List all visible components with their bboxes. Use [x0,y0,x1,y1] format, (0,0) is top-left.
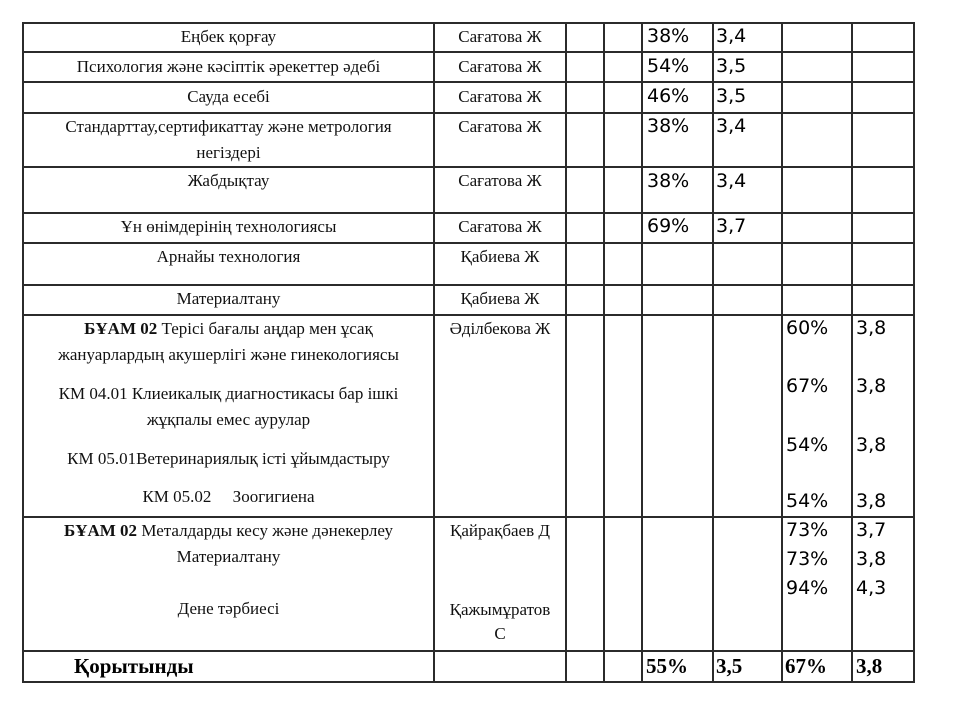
teacher-cell: Қабиева Ж [460,247,540,266]
teacher-cell: Сағатова Ж [458,171,542,190]
percent-cell: 60% [786,317,829,339]
grade-cell: 3,8 [856,317,887,339]
percent-cell: 73% [786,548,829,570]
grade-cell: 4,3 [856,577,887,599]
total-grade-2: 3,8 [856,654,883,678]
percent-cell: 54% [647,55,690,77]
percent-cell: 69% [647,215,690,237]
module-item: КМ 05.01Ветеринариялық істі ұйымдастыру [67,449,390,468]
table-rule [913,22,915,683]
module-item: КМ 04.01 Клиеикалық диагностикасы бар ішкі [58,384,399,403]
grade-cell: 3,4 [716,170,747,192]
percent-cell: 46% [647,85,690,107]
total-grade-1: 3,5 [716,654,743,678]
subject-cell: Ұн өнімдерінің технологиясы [120,217,337,236]
grade-cell: 3,8 [856,375,887,397]
percent-cell: 73% [786,519,829,541]
subject-cell-line2: негіздері [196,143,261,162]
total-label: Қорытынды [74,654,194,678]
grade-cell: 3,8 [856,490,887,512]
teacher-cell: Сағатова Ж [458,217,542,236]
subject-cell: Стандарттау,сертификаттау және метрология [65,117,392,136]
module-subject: Материалтану [176,547,281,566]
percent-cell: 38% [647,170,690,192]
module-title-text: Терісі бағалы аңдар мен ұсақ [161,319,373,338]
percent-cell: 38% [647,115,690,137]
module-title [24,316,433,342]
module-title [24,518,433,544]
subject-cell: Психология және кәсіптік әрекеттер әдебі [76,57,381,76]
percent-cell: 67% [786,375,829,397]
table-rule [641,22,643,683]
grade-cell: 3,5 [716,55,747,77]
teacher-cell: Сағатова Ж [458,27,542,46]
teacher-cell: Қабиева Ж [460,289,540,308]
subject-cell: Материалтану [176,289,281,308]
percent-cell: 54% [786,490,829,512]
grade-cell: 3,8 [856,434,887,456]
grade-cell: 3,7 [716,215,747,237]
total-percent-2: 67% [785,654,827,678]
grade-cell: 3,8 [856,548,887,570]
grade-cell: 3,4 [716,25,747,47]
table-rule [565,22,567,683]
subject-cell: Жабдықтау [187,171,270,190]
subject-cell: Сауда есебі [187,87,270,106]
teacher-cell-line2: С [494,624,506,643]
module-code: БҰАМ 02 [84,319,158,338]
grade-cell: 3,4 [716,115,747,137]
teacher-cell: Қажымұратов [449,600,551,619]
table-rule [603,22,605,683]
module-title-line2: жануарлардың акушерлігі және гинекологиясы [58,345,399,364]
teacher-cell: Сағатова Ж [458,57,542,76]
subject-cell: Еңбек қорғау [180,27,277,46]
table-rule [851,22,853,683]
table-rule [781,22,783,683]
module-item-line2: жұқпалы емес аурулар [146,410,311,429]
teacher-cell: Сағатова Ж [458,87,542,106]
total-percent-1: 55% [646,654,688,678]
module-subject: Дене тәрбиесі [177,599,280,618]
subject-cell: Арнайы технология [156,247,301,266]
teacher-cell: Сағатова Ж [458,117,542,136]
percent-cell: 38% [647,25,690,47]
grade-cell: 3,5 [716,85,747,107]
grade-cell: 3,7 [856,519,887,541]
module-item: КМ 05.02 Зоогигиена [142,487,315,506]
module-code: БҰАМ 02 [63,521,138,540]
teacher-cell: Әділбекова Ж [449,319,551,338]
table-rule [712,22,714,683]
percent-cell: 94% [786,577,829,599]
teacher-cell: Қайрақбаев Д [450,521,550,540]
module-title-text: Металдарды кесу және дәнекерлеу [141,521,394,540]
percent-cell: 54% [786,434,829,456]
